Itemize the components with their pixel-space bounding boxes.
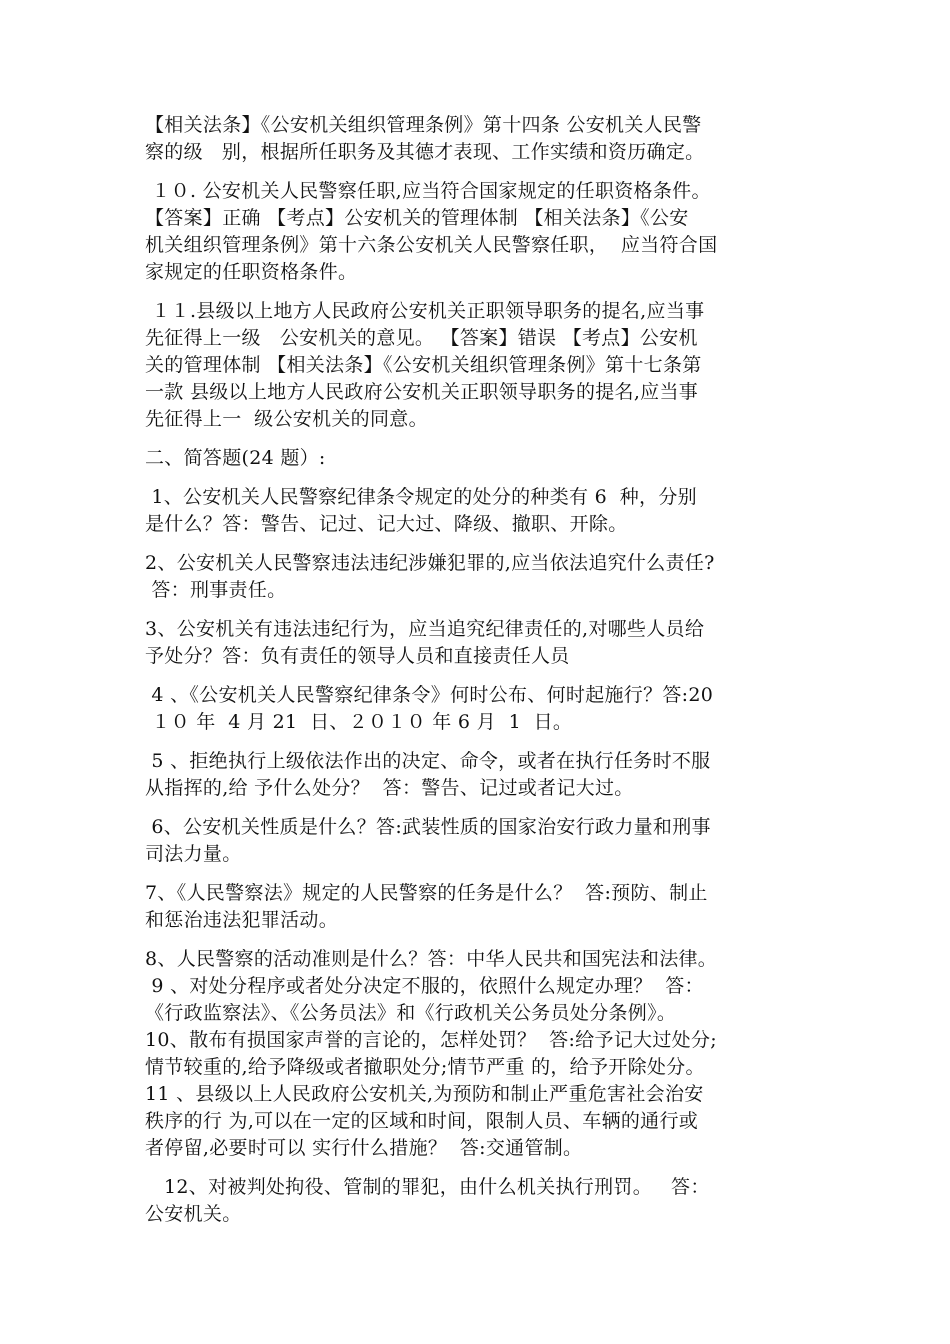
text-line: 9 、对处分程序或者处分决定不服的，依照什么规定办理？ 答：	[145, 975, 704, 997]
text-line: 二、简答题(24 题）:	[145, 447, 326, 469]
text-line: 一款 县级以上地方人民政府公安机关正职领导职务的提名,应当事	[145, 381, 699, 403]
text-line: 察的级 别，根据所任职务及其德才表现、工作实绩和资历确定。	[145, 141, 705, 163]
text-line: 11 、县级以上人民政府公安机关,为预防和制止严重危害社会治安	[145, 1083, 704, 1105]
text-line: 【相关法条】《公安机关组织管理条例》第十四条 公安机关人民警	[145, 114, 702, 136]
text-line: 和惩治违法犯罪活动。	[145, 909, 339, 931]
text-line: １１.县级以上地方人民政府公安机关正职领导职务的提名,应当事	[145, 300, 705, 322]
text-line: 秩序的行 为,可以在一定的区域和时间，限制人员、车辆的通行或	[145, 1110, 699, 1132]
text-line: 6、公安机关性质是什么？答:武装性质的国家治安行政力量和刑事	[145, 816, 711, 838]
paragraph	[145, 682, 815, 736]
paragraph	[145, 112, 815, 166]
paragraph	[145, 550, 815, 604]
document-body	[145, 112, 815, 1240]
text-line: 机关组织管理条例》第十六条公安机关人民警察任职， 应当符合国	[145, 234, 718, 256]
text-line: 司法力量。	[145, 843, 242, 865]
text-line: 5 、拒绝执行上级依法作出的决定、命令，或者在执行任务时不服	[145, 750, 711, 772]
text-line: 7、《人民警察法》规定的人民警察的任务是什么？ 答:预防、制止	[145, 882, 708, 904]
text-line: 从指挥的,给 予什么处分？ 答：警告、记过或者记大过。	[145, 777, 634, 799]
paragraph	[145, 445, 815, 472]
text-line: 3、公安机关有违法违纪行为，应当追究纪律责任的,对哪些人员给	[145, 618, 705, 640]
text-line: 4 、《公安机关人民警察纪律条令》何时公布、何时起施行？答:20	[145, 684, 714, 706]
text-line: 10、散布有损国家声誉的言论的，怎样处罚？ 答:给予记大过处分;	[145, 1029, 717, 1051]
paragraph	[145, 298, 815, 433]
paragraph	[145, 880, 815, 934]
text-line: 是什么？答：警告、记过、记大过、降级、撤职、开除。	[145, 513, 628, 535]
paragraph	[145, 946, 815, 1162]
text-line: 关的管理体制 【相关法条】《公安机关组织管理条例》第十七条第	[145, 354, 702, 376]
paragraph	[145, 484, 815, 538]
text-line: 情节较重的,给予降级或者撤职处分;情节严重 的，给予开除处分。	[145, 1056, 705, 1078]
text-line: 先征得上一 级公安机关的同意。	[145, 408, 428, 430]
text-line: 《行政监察法》、《公务员法》和《行政机关公务员处分条例》。	[145, 1002, 677, 1024]
text-line: １０ 年 4 月 21 日、２０１０ 年 6 月 1 日。	[145, 711, 573, 733]
text-line: 公安机关。	[145, 1203, 242, 1225]
text-line: 12、对被判处拘役、管制的罪犯，由什么机关执行刑罚。 答：	[145, 1176, 710, 1198]
text-line: 者停留,必要时可以 实行什么措施？ 答:交通管制。	[145, 1137, 583, 1159]
text-line: 先征得上一级 公安机关的意见。 【答案】错误 【考点】公安机	[145, 327, 698, 349]
paragraph	[145, 814, 815, 868]
paragraph	[145, 1174, 815, 1228]
text-line: 家规定的任职资格条件。	[145, 261, 358, 283]
text-line: 1、公安机关人民警察纪律条令规定的处分的种类有 6 种，分别	[145, 486, 697, 508]
paragraph	[145, 178, 815, 286]
text-line: 8、人民警察的活动准则是什么？答：中华人民共和国宪法和法律。	[145, 948, 718, 970]
text-line: 答：刑事责任。	[145, 579, 287, 601]
text-line: 【答案】正确 【考点】公安机关的管理体制 【相关法条】《公安	[145, 207, 689, 229]
text-line: １０. 公安机关人民警察任职,应当符合国家规定的任职资格条件。	[145, 180, 711, 202]
text-line: 予处分？答：负有责任的领导人员和直接责任人员	[145, 645, 570, 667]
text-line: 2、公安机关人民警察违法违纪涉嫌犯罪的,应当依法追究什么责任?	[145, 552, 715, 574]
paragraph	[145, 616, 815, 670]
paragraph	[145, 748, 815, 802]
